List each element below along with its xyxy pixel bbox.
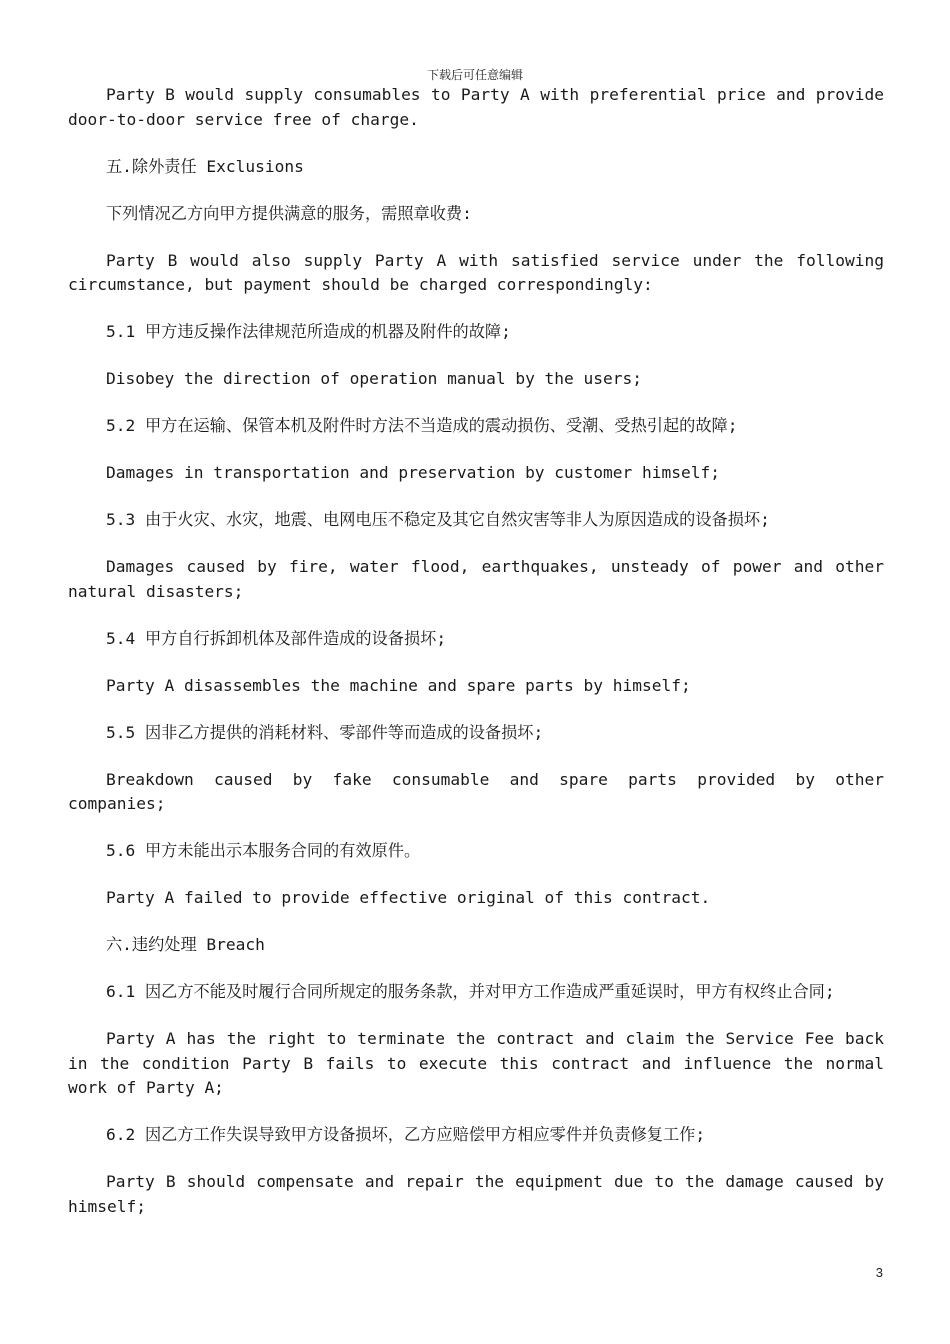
clause-5-1-en: Disobey the direction of operation manual by the users; [106,369,643,388]
page-header: 下载后可任意编辑 [426,68,523,82]
clause-5-3-en: Damages caused by fire, water flood, earthquakes, unsteady of power and other natural disasters; [68,557,884,601]
clause-5-6-cn: 5.6 甲方未能出示本服务合同的有效原件。 [106,841,421,860]
clause-5-3-cn: 5.3 由于火灾、水灾，地震、电网电压不稳定及其它自然灾害等非人为原因造成的设备损坏; [106,510,770,529]
paragraph-exclusions-intro-cn: 下列情况乙方向甲方提供满意的服务，需照章收费: [106,203,472,223]
clause-5-2-en: Damages in transportation and preservation by customer himself; [106,463,720,482]
paragraph-exclusions-intro-en: Party B would also supply Party A with satisfied service under the following circumstance, but payment should be charged correspondingly: [68,250,884,294]
section-heading-exclusions: 五.除外责任 Exclusions [106,156,304,176]
clause-5-1-cn: 5.1 甲方违反操作法律规范所造成的机器及附件的故障; [106,322,511,341]
section-heading-breach: 六.违约处理 Breach [106,935,265,954]
clause-5-4-en: Party A disassembles the machine and spare parts by himself; [106,675,691,695]
clause-6-2-cn: 6.2 因乙方工作失误导致甲方设备损坏，乙方应赔偿甲方相应零件并负责修复工作; [106,1125,706,1144]
document-body [68,83,884,1242]
page-number: 3 [875,1265,883,1280]
clause-5-5-en: Breakdown caused by fake consumable and spare parts provided by other companies; [68,769,884,813]
clause-6-1-cn: 6.1 因乙方不能及时履行合同所规定的服务条款，并对甲方工作造成严重延误时，甲方有权终止合同; [106,982,835,1001]
clause-5-6-en: Party A failed to provide effective original of this contract. [106,888,711,907]
clause-6-2-en: Party B should compensate and repair the equipment due to the damage caused by himself; [68,1172,884,1216]
clause-5-2-cn: 5.2 甲方在运输、保管本机及附件时方法不当造成的震动损伤、受潮、受热引起的故障; [106,416,738,435]
clause-6-1-en: Party A has the right to terminate the contract and claim the Service Fee back in the condition Party B fails to execute this contract and influence the normal work of Party A; [68,1029,884,1097]
clause-5-5-cn: 5.5 因非乙方提供的消耗材料、零部件等而造成的设备损坏; [106,722,544,742]
paragraph-consumables-service: Party B would supply consumables to Party A with preferential price and provide door-to-door service free of charge. [68,85,884,129]
clause-5-4-cn: 5.4 甲方自行拆卸机体及部件造成的设备损坏; [106,628,447,648]
